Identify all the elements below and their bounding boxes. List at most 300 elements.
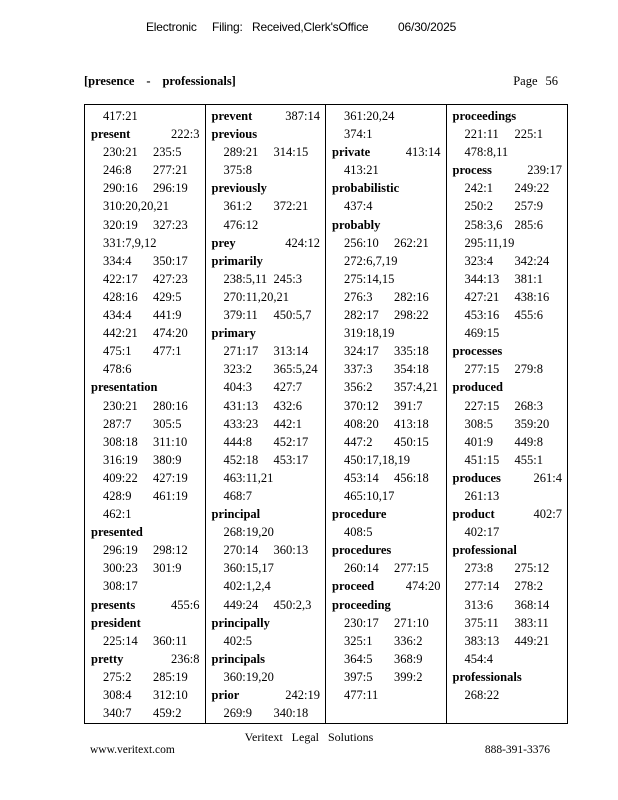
index-word: probabilistic [332, 181, 400, 196]
reference-line [212, 433, 321, 451]
page-line-reference: 375:11 [464, 615, 499, 630]
reference-line [91, 143, 200, 161]
reference-line [332, 686, 441, 704]
page-line-reference: 354:18 [394, 362, 429, 377]
reference-line [332, 360, 441, 378]
page-line-reference: 238:5,11 [223, 271, 268, 286]
reference-line [332, 433, 441, 451]
page-line-reference: 277:21 [153, 163, 188, 178]
page-line-reference: 335:18 [394, 344, 429, 359]
page-line-reference: 428:9 [103, 488, 132, 503]
page-line-reference: 379:11 [223, 308, 258, 323]
reference-line [91, 469, 200, 487]
page-line-reference: 474:20 [153, 326, 188, 341]
page-line-reference: 287:7 [103, 416, 132, 431]
index-column-2 [206, 105, 327, 723]
page-line-reference: 308:18 [103, 434, 138, 449]
reference-line [453, 632, 563, 650]
reference-line [91, 197, 200, 215]
page-line-reference: 235:5 [153, 145, 182, 160]
page-line-reference: 450:17,18,19 [344, 452, 410, 467]
page-line-reference: 301:9 [153, 561, 182, 576]
reference-line [212, 197, 321, 215]
page-line-reference: 327:23 [153, 217, 188, 232]
page-line-reference: 401:9 [464, 434, 493, 449]
reference-line [332, 378, 441, 396]
index-entry [212, 686, 321, 704]
index-column-4 [447, 105, 568, 723]
reference-line [212, 559, 321, 577]
page-line-reference: 417:21 [103, 109, 138, 123]
index-word: proceeding [332, 597, 391, 612]
page-line-reference: 256:10 [344, 235, 379, 250]
page-line-reference: 278:2 [514, 579, 543, 594]
page-line-reference: 427:7 [273, 380, 302, 395]
index-word: principal [211, 507, 261, 522]
page-line-reference: 230:21 [103, 145, 138, 160]
page-line-reference: 408:20 [344, 416, 379, 431]
index-word: process [452, 163, 492, 178]
page-line-reference: 404:3 [223, 380, 252, 395]
index-entry [91, 523, 200, 541]
page-line-reference: 463:11,21 [223, 470, 274, 485]
reference-line [91, 704, 200, 722]
reference-line [91, 668, 200, 686]
reference-line [453, 288, 563, 306]
reference-line [332, 197, 441, 215]
page-line-reference: 271:10 [394, 615, 429, 630]
range-separator: - [146, 74, 151, 88]
page-line-reference: 225:1 [514, 127, 543, 142]
page-line-reference: 325:1 [344, 633, 373, 648]
page-line-reference: 399:2 [394, 669, 423, 684]
page-line-reference: 314:15 [273, 145, 309, 160]
reference-line [332, 632, 441, 650]
page-line-reference: 478:8,11 [464, 145, 509, 160]
page-line-reference: 387:14 [285, 109, 320, 123]
reference-line [91, 324, 200, 342]
reference-line [212, 577, 321, 595]
index-word: prevent [211, 109, 253, 123]
index-word: prior [211, 688, 240, 702]
reference-line [453, 487, 563, 505]
page-line-reference: 402:1,2,4 [223, 579, 271, 594]
reference-line [453, 143, 563, 161]
index-word: principally [211, 615, 270, 630]
reference-line [212, 288, 321, 306]
index-entry [453, 161, 563, 179]
page-line-reference: 438:16 [514, 289, 550, 304]
page-line-reference: 450:2,3 [273, 597, 312, 612]
page-line-reference: 361:20,24 [344, 109, 395, 123]
page-line-reference: 427:21 [464, 289, 500, 304]
page-line-reference: 262:21 [394, 235, 429, 250]
index-entry [91, 614, 200, 632]
page-line-reference: 222:3 [171, 127, 200, 142]
reference-line [332, 614, 441, 632]
reference-line [453, 197, 563, 215]
page-line-reference: 360:11 [153, 633, 188, 648]
page-line-reference: 276:3 [344, 289, 373, 304]
page-line-reference: 268:19,20 [223, 525, 274, 540]
reference-line [91, 686, 200, 704]
reference-line [332, 650, 441, 668]
page-line-reference: 275:12 [514, 561, 550, 576]
reference-line [212, 378, 321, 396]
page-line-reference: 441:9 [153, 308, 182, 323]
index-word: president [91, 615, 141, 630]
reference-line [212, 704, 321, 722]
page-line-reference: 269:9 [223, 706, 252, 721]
reference-line [212, 487, 321, 505]
page-line-reference: 402:17 [464, 525, 500, 540]
page-line-reference: 374:1 [344, 127, 373, 142]
reference-line [212, 451, 321, 469]
page-line-reference: 368:14 [514, 597, 550, 612]
page-line-reference: 475:1 [103, 344, 132, 359]
page-line-reference: 408:5 [344, 525, 373, 540]
reference-line [453, 596, 563, 614]
page-line-reference: 449:8 [514, 434, 543, 449]
index-word: presents [91, 597, 136, 612]
reference-line [91, 270, 200, 288]
page-line-reference: 336:2 [394, 633, 423, 648]
page-line-reference: 453:14 [344, 470, 379, 485]
page-line-reference: 476:12 [223, 217, 259, 232]
index-entry [212, 125, 321, 143]
page-line-reference: 313:14 [273, 344, 309, 359]
page-line-reference: 402:5 [223, 633, 252, 648]
index-entry [453, 541, 563, 559]
reference-line [91, 234, 200, 252]
page-line-reference: 365:5,24 [273, 362, 318, 377]
page-line-reference: 449:24 [223, 597, 259, 612]
reference-line [453, 650, 563, 668]
page-line-reference: 230:21 [103, 398, 138, 413]
index-word: pretty [91, 651, 124, 666]
page-line-reference: 320:19 [103, 217, 138, 232]
page-line-reference: 282:17 [344, 308, 379, 323]
page-line-reference: 357:4,21 [394, 380, 439, 395]
page-line-reference: 427:19 [153, 470, 188, 485]
page-line-reference: 285:19 [153, 669, 188, 684]
reference-line [91, 342, 200, 360]
reference-line [453, 433, 563, 451]
page-line-reference: 428:16 [103, 289, 138, 304]
index-entry [332, 505, 441, 523]
page-line-reference: 289:21 [223, 145, 259, 160]
page-line-reference: 305:5 [153, 416, 182, 431]
page-line-reference: 268:3 [514, 398, 543, 413]
index-word: previous [211, 127, 258, 142]
page-line-reference: 249:22 [514, 181, 550, 196]
reference-line [91, 541, 200, 559]
reference-line [332, 342, 441, 360]
page-line-reference: 277:15 [394, 561, 429, 576]
index-word: procedures [332, 543, 392, 558]
page-line-reference: 465:10,17 [344, 488, 395, 503]
page-line-reference: 261:4 [533, 470, 562, 485]
page-line-reference: 308:4 [103, 688, 132, 702]
footer-phone: 888-391-3376 [484, 744, 550, 756]
page-line-reference: 275:14,15 [344, 271, 395, 286]
reference-line [453, 523, 563, 541]
index-word: product [452, 507, 495, 522]
page-line-reference: 453:16 [464, 308, 500, 323]
range-start: [presence [84, 74, 135, 88]
page-line-reference: 356:2 [344, 380, 373, 395]
reference-line [91, 451, 200, 469]
reference-line [212, 216, 321, 234]
page-line-reference: 360:15,17 [223, 561, 274, 576]
reference-line [453, 270, 563, 288]
index-word: proceed [332, 579, 375, 594]
page-line-reference: 452:17 [273, 434, 309, 449]
reference-line [212, 143, 321, 161]
reference-line [332, 306, 441, 324]
index-entry [212, 324, 321, 342]
reference-line [212, 161, 321, 179]
index-entry [212, 252, 321, 270]
page-line-reference: 455:6 [514, 308, 543, 323]
stamp-received: Received,Clerk'sOffice [252, 20, 369, 34]
page-line-reference: 250:2 [464, 199, 493, 214]
page-line-reference: 434:4 [103, 308, 132, 323]
reference-line [212, 415, 321, 433]
page-line-reference: 296:19 [153, 181, 188, 196]
page-line-reference: 413:18 [394, 416, 429, 431]
page-line-reference: 455:1 [514, 452, 543, 467]
reference-line [453, 179, 563, 197]
reference-line [453, 451, 563, 469]
page-line-reference: 308:5 [464, 416, 493, 431]
page-line-reference: 272:6,7,19 [344, 253, 398, 268]
index-word: professionals [452, 669, 522, 684]
reference-line [453, 324, 563, 342]
page-line-reference: 277:15 [464, 362, 500, 377]
reference-line [453, 216, 563, 234]
stamp-filing: Filing: [212, 20, 243, 34]
reference-line [332, 288, 441, 306]
page-line-reference: 431:13 [223, 398, 259, 413]
page-line-reference: 360:13 [273, 543, 309, 558]
page-line-reference: 279:8 [514, 362, 543, 377]
page-number-label [513, 74, 558, 89]
index-word: primary [211, 326, 256, 341]
page-line-reference: 361:2 [223, 199, 252, 214]
reference-line [332, 487, 441, 505]
page-line-reference: 442:21 [103, 326, 138, 341]
reference-line [332, 125, 441, 143]
index-entry [91, 125, 200, 143]
page-line-reference: 380:9 [153, 452, 182, 467]
page-line-reference: 275:2 [103, 669, 132, 684]
page-line-reference: 268:22 [464, 688, 500, 702]
page-line-reference: 381:1 [514, 271, 543, 286]
reference-line [453, 252, 563, 270]
reference-line [332, 324, 441, 342]
page-line-reference: 258:3,6 [464, 217, 503, 232]
reference-line [212, 469, 321, 487]
reference-line [453, 306, 563, 324]
page-line-reference: 360:19,20 [223, 669, 274, 684]
index-entry [453, 107, 563, 125]
reference-line [91, 179, 200, 197]
index-range [84, 74, 236, 89]
index-entry [91, 378, 200, 396]
page-line-reference: 427:23 [153, 271, 188, 286]
page-line-reference: 477:1 [153, 344, 182, 359]
page-line-reference: 450:5,7 [273, 308, 312, 323]
page-line-reference: 409:22 [103, 470, 138, 485]
index-entry [91, 596, 200, 614]
page-line-reference: 372:21 [273, 199, 309, 214]
reference-line [453, 234, 563, 252]
reference-line [332, 252, 441, 270]
index-entry [453, 505, 563, 523]
reference-line [332, 469, 441, 487]
page-label: Page [513, 74, 538, 88]
page-line-reference: 383:13 [464, 633, 500, 648]
reference-line [91, 252, 200, 270]
page-line-reference: 285:6 [514, 217, 543, 232]
page-line-reference: 454:4 [464, 651, 493, 666]
page-line-reference: 402:7 [533, 507, 562, 522]
index-entry [332, 143, 441, 161]
reference-line [91, 288, 200, 306]
index-entry [332, 179, 441, 197]
reference-line [91, 415, 200, 433]
page-line-reference: 296:19 [103, 543, 138, 558]
reference-line [91, 433, 200, 451]
reference-line [332, 451, 441, 469]
index-word: processes [452, 344, 503, 359]
page-line-reference: 324:17 [344, 344, 379, 359]
page-line-reference: 344:13 [464, 271, 500, 286]
page-line-reference: 444:8 [223, 434, 252, 449]
index-entry [332, 541, 441, 559]
reference-line [91, 559, 200, 577]
reference-line [332, 559, 441, 577]
page-line-reference: 242:19 [285, 688, 320, 702]
page-line-reference: 342:24 [514, 253, 550, 268]
reference-line [91, 487, 200, 505]
page-line-reference: 310:20,20,21 [103, 199, 169, 214]
page-line-reference: 424:12 [285, 235, 320, 250]
reference-line [332, 397, 441, 415]
page-line-reference: 451:15 [464, 452, 500, 467]
index-entry [212, 650, 321, 668]
index-word: professional [452, 543, 517, 558]
page-line-reference: 450:15 [394, 434, 429, 449]
reference-line [453, 577, 563, 595]
reference-line [453, 559, 563, 577]
reference-line [91, 505, 200, 523]
page-line-reference: 308:17 [103, 579, 138, 594]
reference-line [453, 397, 563, 415]
page-line-reference: 461:19 [153, 488, 188, 503]
page-line-reference: 277:14 [464, 579, 500, 594]
index-column-3 [326, 105, 447, 723]
reference-line [91, 397, 200, 415]
page-line-reference: 462:1 [103, 507, 132, 522]
reference-line [212, 342, 321, 360]
page-line-reference: 477:11 [344, 688, 379, 702]
page-line-reference: 447:2 [344, 434, 373, 449]
page-line-reference: 245:3 [273, 271, 302, 286]
page-line-reference: 397:5 [344, 669, 373, 684]
stamp-date: 06/30/2025 [398, 20, 457, 34]
page-line-reference: 319:18,19 [344, 326, 395, 341]
reference-line [332, 523, 441, 541]
index-word: probably [332, 217, 381, 232]
page-line-reference: 221:11 [464, 127, 499, 142]
page-line-reference: 261:13 [464, 488, 500, 503]
page-line-reference: 370:12 [344, 398, 379, 413]
page-line-reference: 468:7 [223, 488, 252, 503]
reference-line [332, 270, 441, 288]
page-line-reference: 230:17 [344, 615, 379, 630]
page-line-reference: 455:6 [171, 597, 200, 612]
page-line-reference: 459:2 [153, 706, 182, 721]
page-line-reference: 298:12 [153, 543, 188, 558]
index-word: prey [211, 235, 236, 250]
range-end: professionals] [162, 74, 236, 88]
reference-line [212, 668, 321, 686]
reference-line [332, 107, 441, 125]
reference-line [212, 632, 321, 650]
page-line-reference: 282:16 [394, 289, 429, 304]
index-word: presentation [91, 380, 158, 395]
reference-line [332, 415, 441, 433]
index-word: private [332, 145, 371, 160]
index-word: primarily [211, 253, 263, 268]
index-word: produced [452, 380, 503, 395]
index-entry [212, 614, 321, 632]
reference-line [212, 397, 321, 415]
page-line-reference: 323:4 [464, 253, 493, 268]
reference-line [91, 632, 200, 650]
reference-line [91, 107, 200, 125]
page-line-reference: 478:6 [103, 362, 132, 377]
page-line-reference: 474:20 [405, 579, 441, 594]
page-line-reference: 432:6 [273, 398, 302, 413]
reference-line [212, 541, 321, 559]
page-line-reference: 295:11,19 [464, 235, 515, 250]
reference-line [212, 596, 321, 614]
footer-website: www.veritext.com [90, 744, 175, 756]
index-entry [453, 668, 563, 686]
page-line-reference: 257:9 [514, 199, 543, 214]
reference-line [332, 668, 441, 686]
page-line-reference: 469:15 [464, 326, 500, 341]
index-word: produces [452, 470, 501, 485]
reference-line [453, 415, 563, 433]
page-line-reference: 359:20 [514, 416, 550, 431]
page-line-reference: 437:4 [344, 199, 373, 214]
page-line-reference: 453:17 [273, 452, 309, 467]
reference-line [91, 161, 200, 179]
page-line-reference: 375:8 [223, 163, 252, 178]
page-line-reference: 368:9 [394, 651, 423, 666]
page-line-reference: 246:8 [103, 163, 132, 178]
page-line-reference: 331:7,9,12 [103, 235, 157, 250]
footer-company: Veritext Legal Solutions [244, 730, 374, 744]
page-line-reference: 452:18 [223, 452, 259, 467]
page-line-reference: 456:18 [394, 470, 429, 485]
word-index-table [84, 104, 568, 724]
page-line-reference: 298:22 [394, 308, 429, 323]
